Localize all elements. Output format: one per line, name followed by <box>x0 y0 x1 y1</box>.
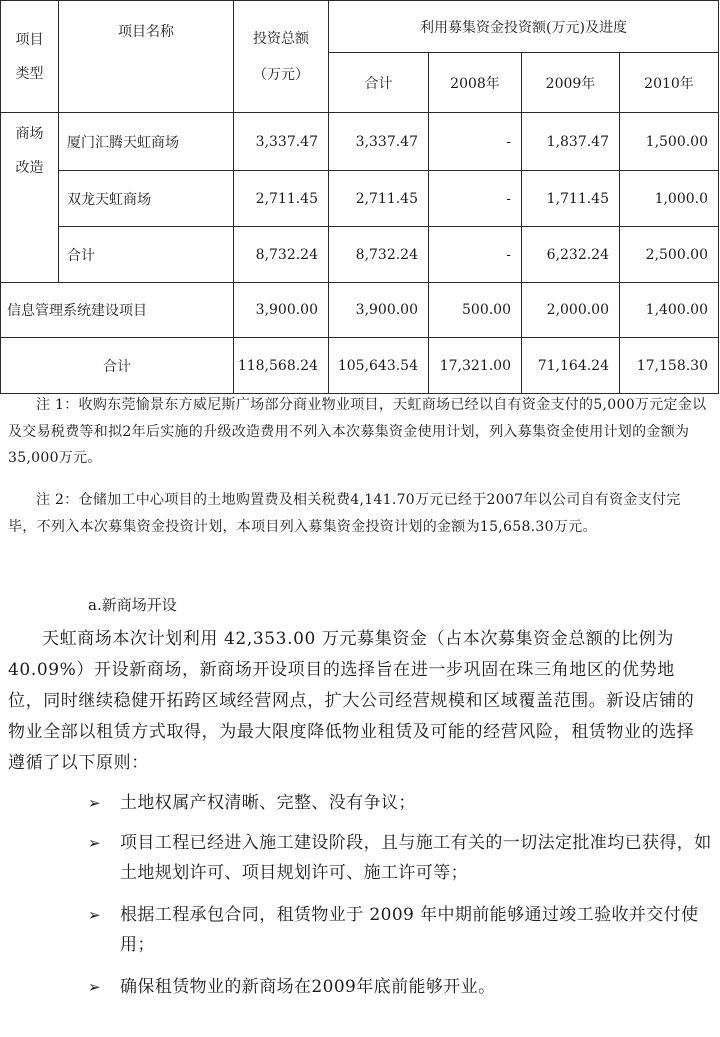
list-item: ➢ 项目工程已经进入施工建设阶段，且与施工有关的一切法定批准均已获得，如土地规划许可、项目规划许可、施工许可等； <box>88 828 720 888</box>
row-2009: 1,837.47 <box>522 113 620 171</box>
header-raised-funds-group: 利用募集资金投资额(万元)及进度 <box>329 1 719 53</box>
group-mall-renovation: 商场 改造 <box>1 113 59 283</box>
row-2009: 71,164.24 <box>522 338 620 394</box>
row-name: 双龙天虹商场 <box>59 171 234 227</box>
row-2010: 1,400.00 <box>620 283 719 338</box>
row-name: 合计 <box>1 338 234 394</box>
row-2010: 2,500.00 <box>620 227 719 283</box>
table-row-info-system <box>1 283 719 338</box>
row-total: 3,337.47 <box>329 113 429 171</box>
header-sub-total: 合计 <box>329 53 429 113</box>
row-2008: 17,321.00 <box>429 338 522 394</box>
row-invest: 3,337.47 <box>234 113 329 171</box>
row-2010: 17,158.30 <box>620 338 719 394</box>
arrow-bullet-icon: ➢ <box>88 906 101 924</box>
row-2008: 500.00 <box>429 283 522 338</box>
header-sub-2009: 2009年 <box>522 53 620 113</box>
list-item: ➢ 土地权属产权清晰、完整、没有争议； <box>88 788 720 818</box>
table-row-grand-total <box>1 338 719 394</box>
arrow-bullet-icon: ➢ <box>88 834 101 852</box>
row-total: 105,643.54 <box>329 338 429 394</box>
list-item: ➢ 确保租赁物业的新商场在2009年底前能够开业。 <box>88 972 720 1002</box>
section-heading: a.新商场开设 <box>88 596 177 614</box>
investment-table <box>0 0 719 394</box>
row-2009: 6,232.24 <box>522 227 620 283</box>
row-total: 2,711.45 <box>329 171 429 227</box>
list-item: ➢ 根据工程承包合同，租赁物业于 2009 年中期前能够通过竣工验收并交付使用； <box>88 900 720 960</box>
row-2009: 1,711.45 <box>522 171 620 227</box>
row-name: 合计 <box>59 227 234 283</box>
table-row <box>1 113 719 171</box>
note-2: 注 2：仓储加工中心项目的土地购置费及相关税费4,141.70万元已经于2007年以公司自有资金支付完毕，不列入本次募集资金投资计划，本项目列入募集资金投资计划的金额为15,658.30万元。 <box>8 492 681 535</box>
row-total: 3,900.00 <box>329 283 429 338</box>
header-project-type: 项目 类型 <box>1 1 59 113</box>
row-2008: - <box>429 113 522 171</box>
row-invest: 8,732.24 <box>234 227 329 283</box>
header-sub-2010: 2010年 <box>620 53 719 113</box>
section-paragraph: 天虹商场本次计划利用 42,353.00 万元募集资金（占本次募集资金总额的比例为 40.09%）开设新商场，新商场开设项目的选择旨在进一步巩固在珠三角地区的优势地位，同时继续稳健开拓跨区域经营网点，扩大公司经营规模和区域覆盖范围。新设店铺的物业全部以租赁方式取得，为最大限度降低物业租赁及可能的经营风险，租赁物业的选择遵循了以下原则： <box>8 629 695 773</box>
row-name: 厦门汇腾天虹商场 <box>59 113 234 171</box>
table-row <box>1 171 719 227</box>
note-1: 注 1：收购东莞愉景东方威尼斯广场部分商业物业项目，天虹商场已经以自有资金支付的5,000万元定金以及交易税费等和拟2年后实施的升级改造费用不列入本次募集资金使用计划，列入募集资金使用计划的金额为35,000万元。 <box>8 397 707 466</box>
header-project-name: 项目名称 <box>59 1 234 113</box>
row-2008: - <box>429 171 522 227</box>
row-invest: 3,900.00 <box>234 283 329 338</box>
row-total: 8,732.24 <box>329 227 429 283</box>
table-row-subtotal <box>1 227 719 283</box>
row-invest: 2,711.45 <box>234 171 329 227</box>
arrow-bullet-icon: ➢ <box>88 978 101 996</box>
row-invest: 118,568.24 <box>234 338 329 394</box>
header-total-investment: 投资总额 （万元） <box>234 1 329 113</box>
row-2009: 2,000.00 <box>522 283 620 338</box>
row-name: 信息管理系统建设项目 <box>1 283 234 338</box>
row-2010: 1,000.0 <box>620 171 719 227</box>
row-2008: - <box>429 227 522 283</box>
row-2010: 1,500.00 <box>620 113 719 171</box>
arrow-bullet-icon: ➢ <box>88 794 101 812</box>
header-sub-2008: 2008年 <box>429 53 522 113</box>
